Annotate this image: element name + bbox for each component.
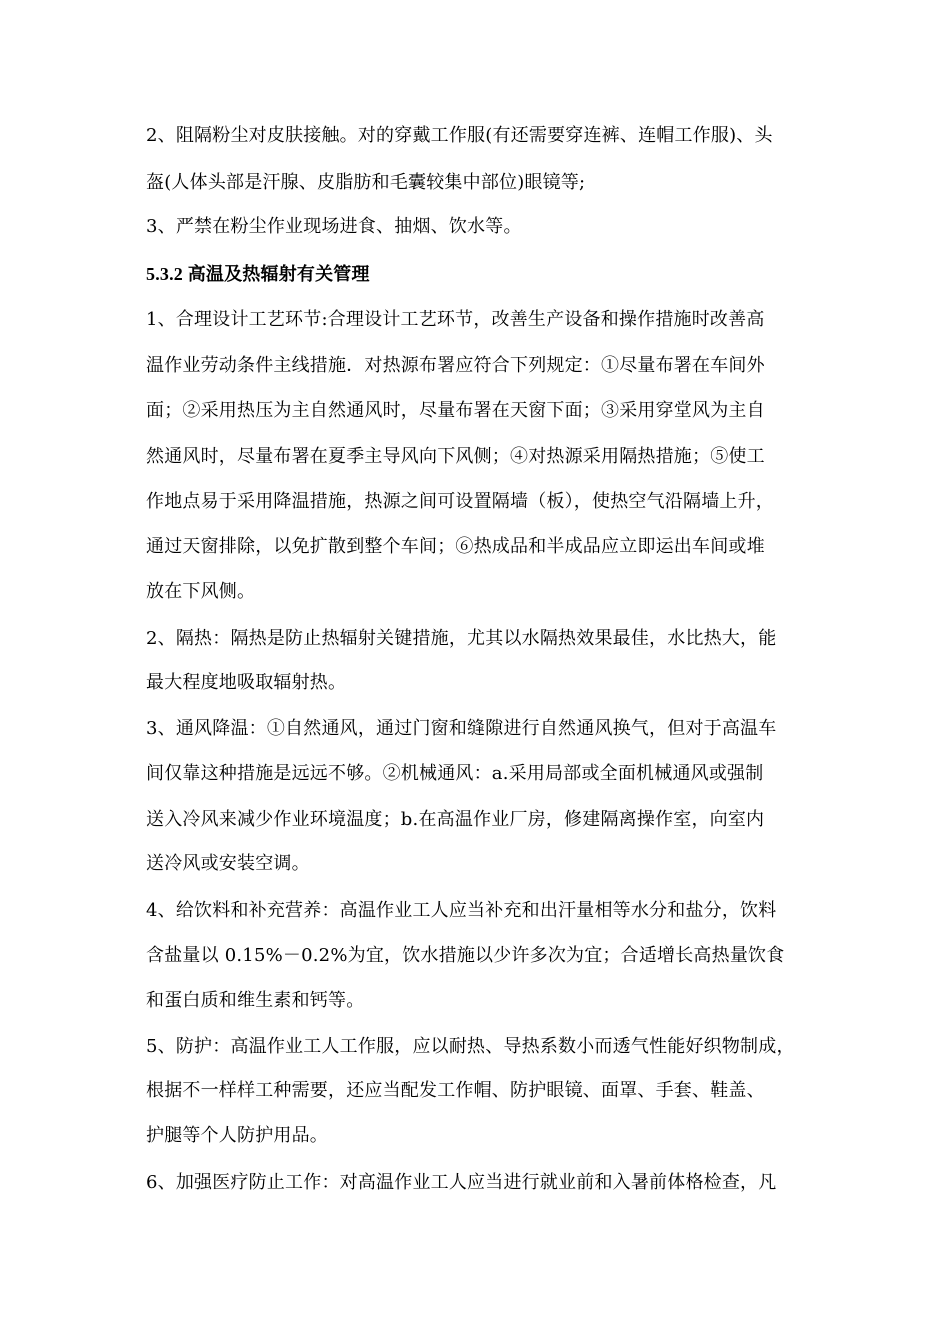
text-line: 送冷风或安装空调。: [146, 853, 310, 874]
text-line: 温作业劳动条件主线措施．对热源布署应符合下列规定：①尽量布署在车间外: [146, 355, 765, 376]
text-line: 6、加强医疗防止工作：对高温作业工人应当进行就业前和入暑前体格检查，凡: [146, 1172, 777, 1193]
text-line: 放在下风侧。: [146, 581, 256, 602]
text-line: 4、给饮料和补充营养：高温作业工人应当补充和出汗量相等水分和盐分，饮料: [146, 900, 777, 921]
text-line: 2、阻隔粉尘对皮肤接触。对的穿戴工作服(有还需要穿连裤、连帽工作服)、头: [146, 125, 773, 146]
text-line: 然通风时，尽量布署在夏季主导风向下风侧；④对热源采用隔热措施；⑤使工: [146, 446, 765, 467]
text-line: 3、严禁在粉尘作业现场进食、抽烟、饮水等。: [146, 216, 522, 237]
text-line: 送入冷风来减少作业环境温度；b.在高温作业厂房，修建隔离操作室，向室内: [146, 809, 765, 830]
text-line: 1、合理设计工艺环节:合理设计工艺环节，改善生产设备和操作措施时改善高: [146, 309, 765, 330]
text-line: 3、通风降温：①自然通风，通过门窗和缝隙进行自然通风换气，但对于高温车: [146, 718, 777, 739]
text-line: 护腿等个人防护用品。: [146, 1125, 328, 1146]
text-line: 面；②采用热压为主自然通风时，尽量布署在天窗下面；③采用穿堂风为主自: [146, 400, 765, 421]
text-line: 作地点易于采用降温措施，热源之间可设置隔墙（板），使热空气沿隔墙上升，: [146, 491, 774, 512]
text-line: 盔(人体头部是汗腺、皮脂肪和毛囊较集中部位)眼镜等;: [146, 172, 586, 193]
text-line: 含盐量以 0.15%－0.2%为宜，饮水措施以少许多次为宜；合适增长高热量饮食: [146, 945, 785, 966]
text-line: 2、隔热：隔热是防止热辐射关键措施，尤其以水隔热效果最佳，水比热大，能: [146, 628, 777, 649]
text-line: 通过天窗排除，以免扩散到整个车间；⑥热成品和半成品应立即运出车间或堆: [146, 536, 765, 557]
section-heading: 5.3.2 高温及热辐射有关管理: [146, 264, 370, 284]
text-line: 5、防护：高温作业工人工作服，应以耐热、导热系数小而透气性能好织物制成，: [146, 1036, 795, 1057]
text-line: 和蛋白质和维生素和钙等。: [146, 990, 365, 1011]
text-line: 间仅靠这种措施是远远不够。②机械通风：a.采用局部或全面机械通风或强制: [146, 763, 764, 784]
text-line: 根据不一样样工种需要，还应当配发工作帽、防护眼镜、面罩、手套、鞋盖、: [146, 1080, 765, 1101]
text-line: 最大程度地吸取辐射热。: [146, 672, 347, 693]
